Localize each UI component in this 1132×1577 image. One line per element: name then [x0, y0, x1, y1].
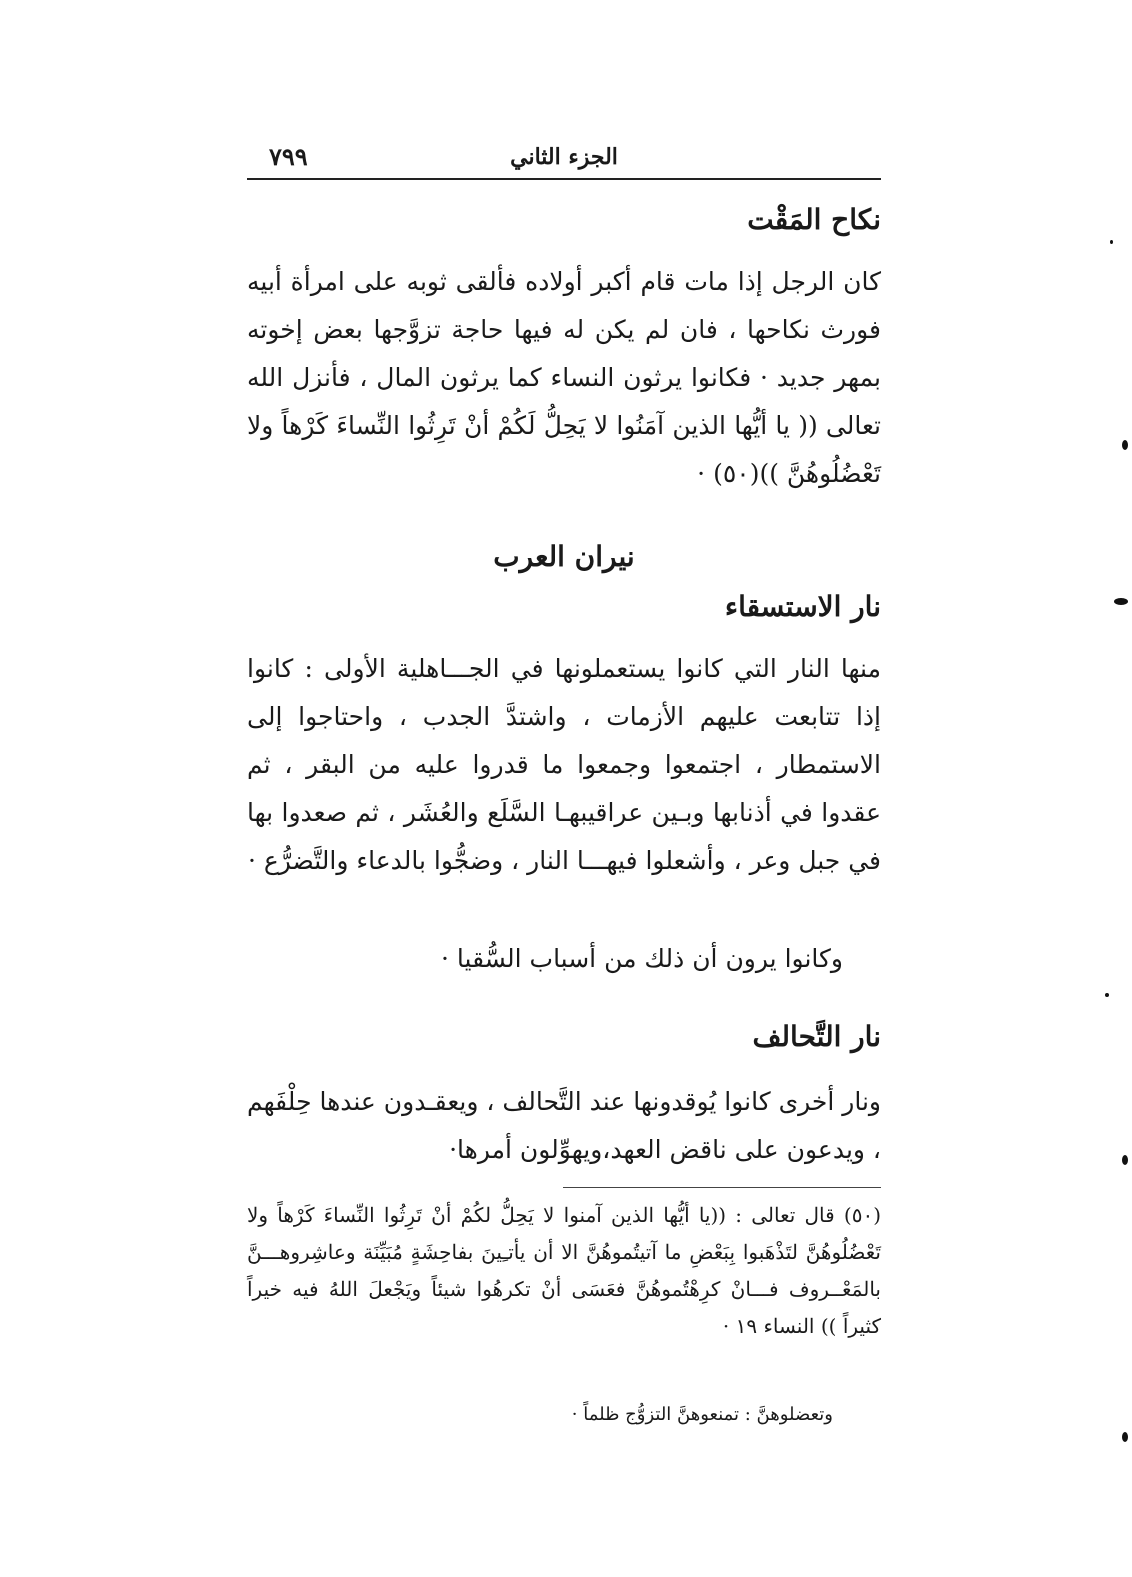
paragraph-tahaluf: ونار أخرى كانوا يُوقدونها عند التَّحالف ، ويعقـدون عندها حِلْفَهم ، ويدعون على ناقض العهد،ويهوِّلون أمرها·: [246, 1087, 881, 1164]
header-title: الجزء الثاني: [510, 144, 618, 170]
section-heading-nikah-maqt: نكاح المَقْت: [747, 203, 881, 236]
paragraph-istisqa-1: منها النار التي كانوا يستعملونها في الجـــاهلية الأولى : كانوا إذا تتابعت عليهم الأزمات ، واشتدَّ الجدب ، واحتاجوا إلى الاستمطار ، اجتمعوا وجمعوا ما قدروا عليه من البقر ، ثم عقدوا في أذنابها وبـين عراقيبهـا السَّلَع والعُشَر ، ثم صعدوا بها في جبل وعر ، وأشعلوا فيهـــا النار ، وضجُّوا بالدعاء والتَّضرُّع ·: [247, 654, 881, 875]
header-rule: [247, 178, 881, 180]
paragraph-nikah-maqt: كان الرجل إذا مات قام أكبر أولاده فألقى ثوبه على امرأة أبيه فورث نكاحها ، فان لم يكن له فيها حاجة تزوَّجها بعض إخوته بمهر جديد · فكانوا يرثون النساء كما يرثون المال ، فأنزل الله تعالى (( يا أيُّها الذين آمَنُوا لا يَحِلُّ لَكُمْ أنْ تَرِثُوا النِّساءَ كَرْهاً ولا تَعْضُلُوهُنَّ ))(٥٠) ·: [247, 267, 881, 488]
section-heading-tahaluf: نار التَّحالف: [752, 1020, 881, 1053]
paragraph-istisqa-2: وكانوا يرون أن ذلك من أسباب السُّقيا ·: [441, 944, 843, 973]
footnote-rule: [563, 1187, 881, 1188]
scan-speck: [1114, 598, 1128, 605]
footnote-gloss: وتعضلوهنَّ : تمنعوهنَّ التزوُّج ظلماً ·: [571, 1404, 833, 1425]
scan-speck: [1122, 1155, 1128, 1165]
scan-speck: [1122, 440, 1128, 450]
scan-speck: [1110, 240, 1113, 244]
scan-speck: [1105, 993, 1109, 997]
running-header: [247, 142, 881, 178]
footnote-50: (٥٠) قال تعالى : ((يا أيُّها الذين آمنوا لا يَحِلُّ لكُمْ أنْ تَرِثُوا النِّساءَ كَرْهاً ولا تَعْضُلُوهُنَّ لتَذْهَبوا بِبَعْضِ ما آتيتُموهُنَّ الا أن يأتـِينَ بفاحِشَةٍ مُبَيِّنَة وعاشِروهـــنَّ بالمَعْــروف فـــانْ كرِهْتُموهُنَّ فعَسَى أنْ تكرهُوا شيئاً ويَجْعلَ اللهُ فيه خيراً كثيراً )) النساء ١٩ ·: [247, 1203, 881, 1338]
section-heading-niran-arab: نيران العرب: [493, 540, 635, 573]
page-number: ٧٩٩: [269, 142, 308, 171]
section-heading-istisqa: نار الاستسقاء: [724, 590, 881, 623]
scan-speck: [1122, 1432, 1128, 1442]
